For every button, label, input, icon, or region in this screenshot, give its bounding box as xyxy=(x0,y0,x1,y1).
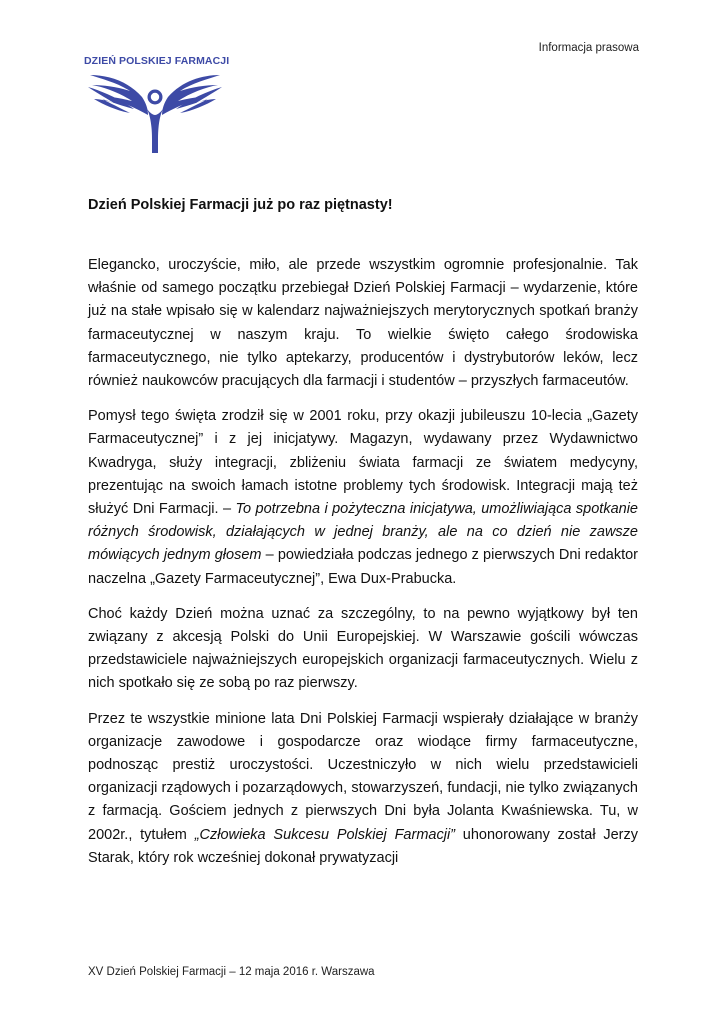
paragraph-2-quote: To potrzebna i pożyteczna inicjatywa, umożliwiająca spotkanie różnych środowisk, działających w jednej branży, ale na co dzień nie zawsze mówiących jednym głosem xyxy=(88,501,638,564)
page-footer: XV Dzień Polskiej Farmacji – 12 maja 2016 r. Warszawa xyxy=(88,966,375,978)
logo-text: DZIEŃ POLSKIEJ FARMACJI xyxy=(84,55,230,67)
article-body xyxy=(88,254,638,882)
paragraph-4-text-end: uhonorowany został Jerzy Starak, który rok wcześniej dokonał prywatyzacji xyxy=(88,826,638,866)
paragraph-1: Elegancko, uroczyście, miło, ale przede wszystkim ogromnie profesjonalnie. Tak właśnie od samego początku przebiegał Dzień Polskiej Farmacji – wydarzenie, które już na stałe wpisało się w kalendarz najważniejszych merytorycznych spotkań branży farmaceutycznej w naszym kraju. To wielkie święto całego środowiska farmaceutycznego, nie tylko aptekarzy, producentów i dystrybutorów leków, lecz również naukowców pracujących dla farmacji i studentów – przyszłych farmaceutów. xyxy=(88,257,638,390)
paragraph-2-text-end: – powiedziała podczas jednego z pierwszych Dni redaktor naczelna „Gazety Farmaceutycznej”, Ewa Dux-Prabucka. xyxy=(88,547,639,587)
paragraph-4-text: Przez te wszystkie minione lata Dni Polskiej Farmacji wspierały działające w branży organizacje zawodowe i gospodarcze oraz wiodące firmy farmaceutyczne, podnosząc prestiż uroczystości. Uczestniczyło w nich wielu przedstawicieli organizacji rządowych i pozarządowych, stowarzyszeń, fundacji, nie tylko związanych z farmacją. Gościem jednych z pierwszych Dni była Jolanta Kwaśniewska. Tu, w 2002r., tytułem xyxy=(88,710,638,843)
press-release-label: Informacja prasowa xyxy=(538,42,639,54)
logo xyxy=(84,55,230,155)
paragraph-3: Choć każdy Dzień można uznać za szczególny, to na pewno wyjątkowy był ten związany z akcesją Polski do Unii Europejskiej. W Warszawie gościli wówczas przedstawiciele najważniejszych europejskich organizacji farmaceutycznych. Wielu z nich spotkało się ze sobą po raz pierwszy. xyxy=(88,605,638,692)
document-title: Dzień Polskiej Farmacji już po raz piętnasty! xyxy=(88,197,393,213)
paragraph-4-title-quote: „Człowieka Sukcesu Polskiej Farmacji” xyxy=(194,826,455,843)
paragraph-2 xyxy=(88,405,638,591)
paragraph-4 xyxy=(88,708,638,870)
winged-figure-logo-icon xyxy=(84,69,226,155)
paragraph-2-text: Pomysł tego święta zrodził się w 2001 roku, przy okazji jubileuszu 10-lecia „Gazety Farmaceutycznej” i z jej inicjatywy. Magazyn, wydawany przez Wydawnictwo Kwadryga, służy integracji, zbliżeniu świata farmacji ze światem medycyny, prezentując na swoich łamach istotne problemy tych środowisk. Integracji mają też służyć Dni Farmacji. – xyxy=(88,408,638,518)
